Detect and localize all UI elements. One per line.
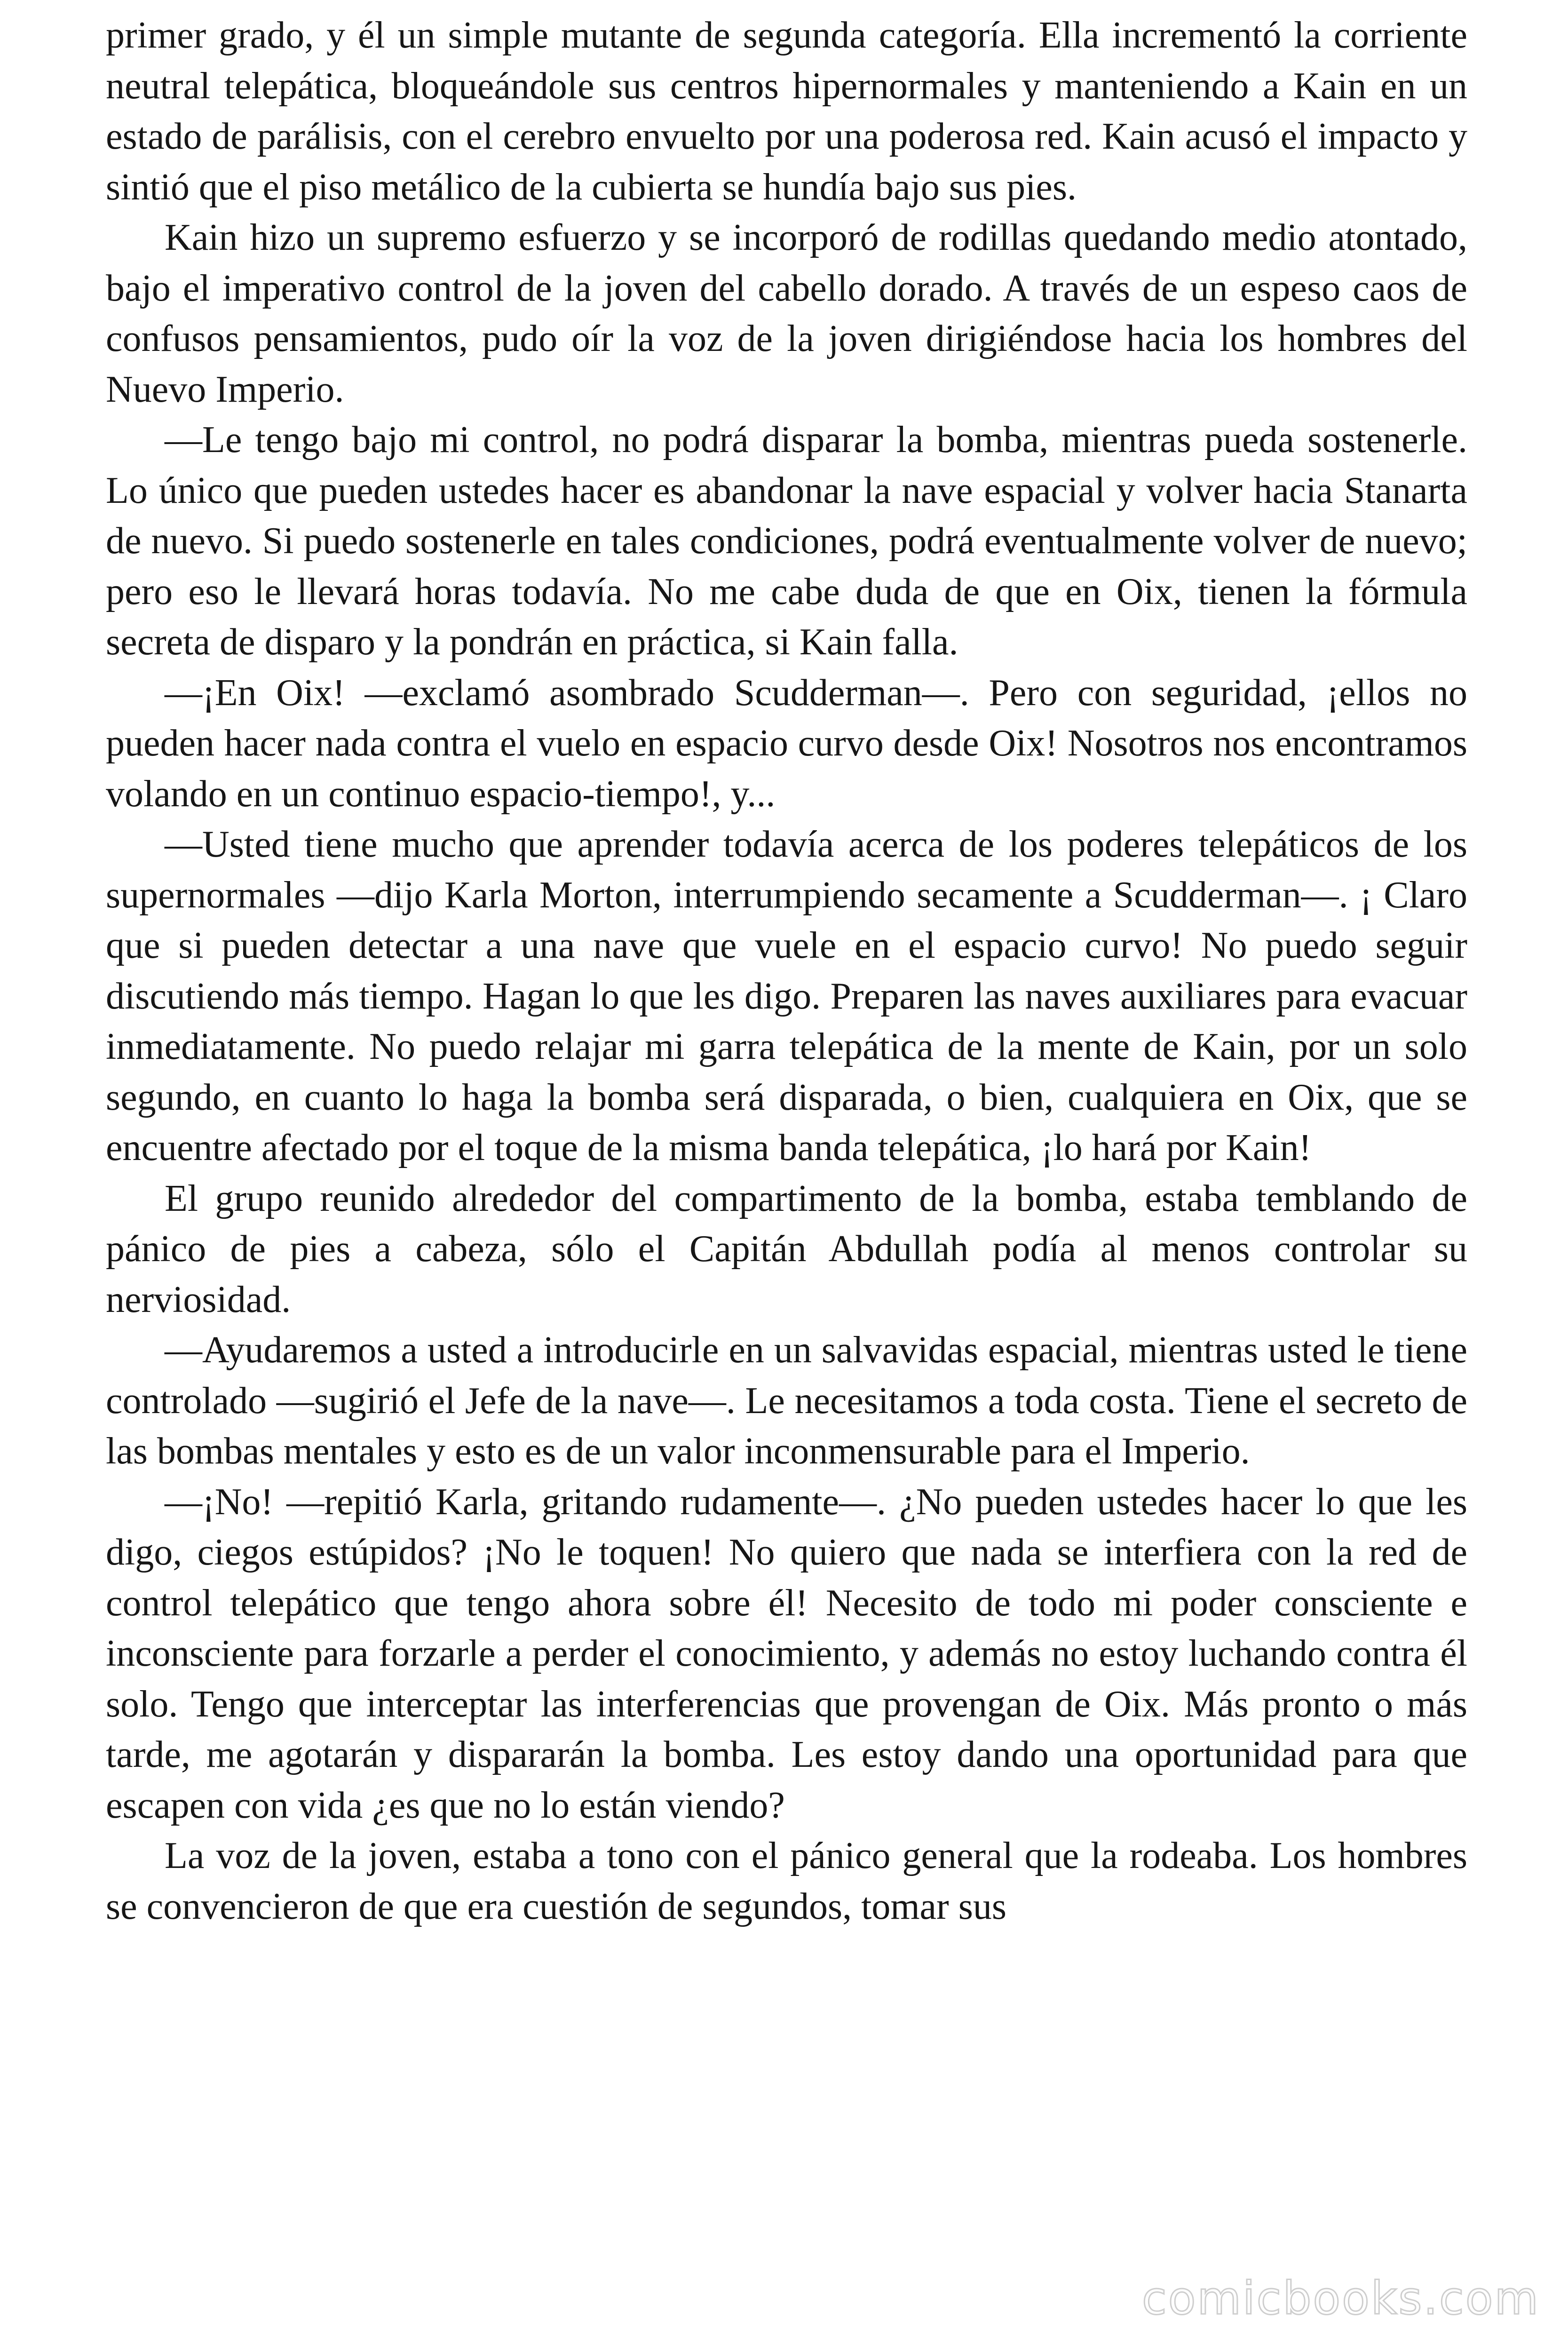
paragraph: primer grado, y él un simple mutante de segunda categoría. Ella incrementó la corriente neutral telepática, bloqueándole sus centros hipernormales y manteniendo a Kain en un estado de parálisis, con el cerebro envuelto por una poderosa red. Kain acusó el impacto y sintió que el piso metálico de la cubierta se hundía bajo sus pies. <box>106 15 1467 208</box>
paragraph: —¡No! —repitió Karla, gritando rudamente—. ¿No pueden ustedes hacer lo que les digo, ciegos estúpidos? ¡No le toquen! No quiero que nada se interfiera con la red de control telepático que tengo ahora sobre él! Necesito de todo mi poder consciente e inconsciente para forzarle a perder el conocimiento, y además no estoy luchando contra él solo. Tengo que interceptar las interferencias que provengan de Oix. Más pronto o más tarde, me agotarán y dispararán la bomba. Les estoy dando una oportunidad para que escapen con vida ¿es que no lo están viendo? <box>106 1481 1467 1826</box>
paragraph: El grupo reunido alrededor del compartimento de la bomba, estaba temblando de pánico de pies a cabeza, sólo el Capitán Abdullah podía al menos controlar su nerviosidad. <box>106 1177 1467 1320</box>
paragraph: Kain hizo un supremo esfuerzo y se incorporó de rodillas quedando medio atontado, bajo el imperativo control de la joven del cabello dorado. A través de un espeso caos de confusos pensamientos, pudo oír la voz de la joven dirigiéndose hacia los hombres del Nuevo Imperio. <box>106 217 1467 410</box>
page-body <box>106 10 1467 2325</box>
paragraph: La voz de la joven, estaba a tono con el pánico general que la rodeaba. Los hombres se convencieron de que era cuestión de segundos, tomar sus <box>106 1835 1467 1927</box>
paragraph: —Usted tiene mucho que aprender todavía acerca de los poderes telepáticos de los supernormales —dijo Karla Morton, interrumpiendo secamente a Scudderman—. ¡ Claro que si pueden detectar a una nave que vuele en el espacio curvo! No puedo seguir discutiendo más tiempo. Hagan lo que les digo. Preparen las naves auxiliares para evacuar inmediatamente. No puedo relajar mi garra telepática de la mente de Kain, por un solo segundo, en cuanto lo haga la bomba será disparada, o bien, cualquiera en Oix, que se encuentre afectado por el toque de la misma banda telepática, ¡lo hará por Kain! <box>106 824 1467 1168</box>
paragraph: —¡En Oix! —exclamó asombrado Scudderman—. Pero con seguridad, ¡ellos no pueden hacer nada contra el vuelo en espacio curvo desde Oix! Nosotros nos encontramos volando en un continuo espacio-tiempo!, y... <box>106 672 1467 815</box>
watermark-logo: comicbooks.com <box>1141 2272 1540 2325</box>
paragraph: —Le tengo bajo mi control, no podrá disparar la bomba, mientras pueda sostenerle. Lo único que pueden ustedes hacer es abandonar la nave espacial y volver hacia Stanarta de nuevo. Si puedo sostenerle en tales condiciones, podrá eventualmente volver de nuevo; pero eso le llevará horas todavía. No me cabe duda de que en Oix, tienen la fórmula secreta de disparo y la pondrán en práctica, si Kain falla. <box>106 419 1467 663</box>
paragraph: —Ayudaremos a usted a introducirle en un salvavidas espacial, mientras usted le tiene controlado —sugirió el Jefe de la nave—. Le necesitamos a toda costa. Tiene el secreto de las bombas mentales y esto es de un valor inconmensurable para el Imperio. <box>106 1329 1467 1472</box>
